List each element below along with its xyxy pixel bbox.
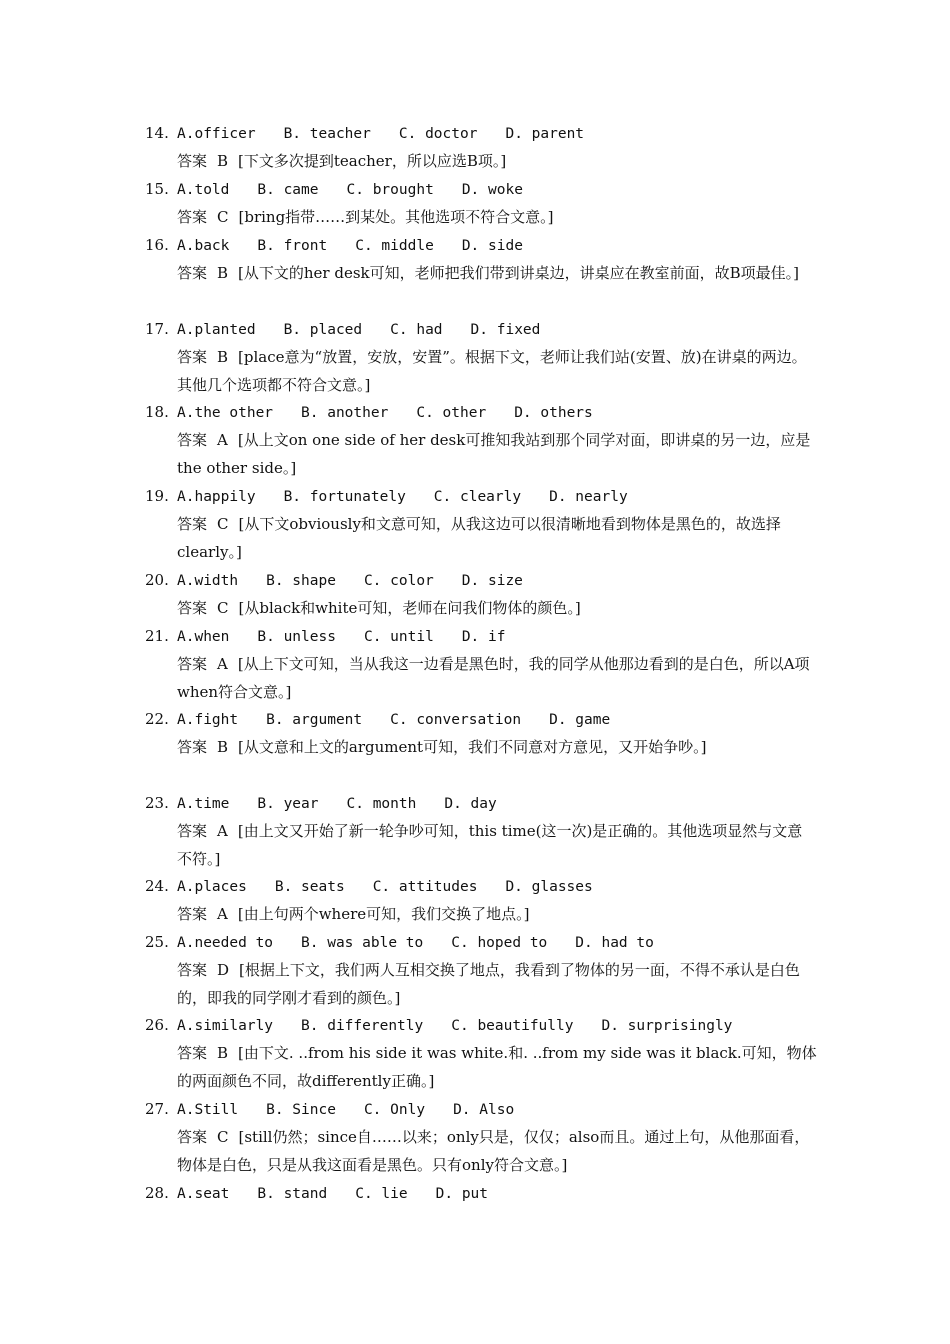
question-number: 27. [145,1100,169,1118]
question-15-options [145,175,523,203]
answer-letter: D [217,961,230,979]
answer-letter: B [217,1044,229,1062]
option-b: B. seats [274,879,345,895]
answer-explanation: [由上文又开始了新一轮争吵可知，this time(这一次)是正确的。其他选项显然与文意不符。] [177,822,803,868]
answer-letter: B [217,152,229,170]
option-a: A.told [177,182,230,198]
answer-explanation: [从下文的her desk可知，老师把我们带到讲桌边，讲桌应在教室前面，故B项最佳。] [238,264,800,282]
answer-label: 答案 [177,822,208,840]
question-number: 16. [145,236,169,254]
option-d: D. had to [575,935,654,951]
option-d: D. fixed [470,322,541,338]
option-c: C. middle [355,238,434,254]
question-22-options [145,705,610,733]
option-a: A.happily [177,489,256,505]
answer-explanation: [根据上下文，我们两人互相交换了地点，我看到了物体的另一面，不得不承认是白色的，即我的同学刚才看到的颜色。] [177,961,800,1007]
answer-letter: B [217,348,229,366]
answer-label: 答案 [177,599,208,617]
option-b: B. Since [266,1102,336,1118]
answer-letter: C [217,1128,229,1146]
option-b: B. argument [266,712,363,728]
question-number: 25. [145,933,169,951]
option-d: D. size [461,573,523,589]
option-c: C. brought [346,182,434,198]
option-d: D. woke [461,182,523,198]
question-15-answer [177,203,817,231]
option-c: C. until [363,629,434,645]
question-number: 19. [145,487,169,505]
answer-label: 答案 [177,1044,208,1062]
question-number: 14. [145,124,169,142]
option-a: A.time [177,796,230,812]
option-c: C. beautifully [451,1018,574,1034]
option-a: A.Still [177,1102,239,1118]
answer-explanation: [下文多次提到teacher，所以应选B项。] [238,152,507,170]
question-21-answer [177,650,817,706]
answer-letter: B [217,264,229,282]
answer-explanation: [place意为“放置，安放，安置”。根据下文，老师让我们站(安置、放)在讲桌的两边。其他几个选项都不符合文意。] [177,348,807,394]
question-19-options [145,482,628,510]
question-14-options [145,119,584,147]
question-number: 20. [145,571,169,589]
option-a: A.seat [177,1186,230,1202]
answer-explanation: [从上下文可知，当从我这一边看是黑色时，我的同学从他那边看到的是白色，所以A项 when符合文意。] [177,655,810,701]
answer-label: 答案 [177,905,208,923]
answer-explanation: [从上文on one side of her desk可推知我站到那个同学对面，即讲桌的另一边，应是the other side。] [177,431,811,477]
option-c: C. attitudes [372,879,478,895]
option-a: A.fight [177,712,239,728]
question-19-answer [177,510,817,566]
question-25-options [145,928,654,956]
option-d: D. Also [453,1102,515,1118]
question-26-options [145,1011,732,1039]
answer-letter: A [217,655,228,673]
option-a: A.the other [177,405,274,421]
option-b: B. stand [257,1186,328,1202]
answer-explanation: [由上句两个where可知，我们交换了地点。] [237,905,530,923]
question-28-options [145,1179,488,1207]
question-number: 28. [145,1184,169,1202]
question-23-options [145,789,497,817]
option-d: D. side [461,238,523,254]
question-number: 23. [145,794,169,812]
option-d: D. day [444,796,497,812]
answer-letter: C [217,599,229,617]
answer-letter: B [217,738,229,756]
option-c: C. conversation [390,712,522,728]
question-16-options [145,231,523,259]
answer-letter: C [217,515,229,533]
question-number: 26. [145,1016,169,1034]
option-d: D. glasses [505,879,593,895]
option-b: B. year [257,796,319,812]
option-a: A.back [177,238,230,254]
option-a: A.places [177,879,247,895]
option-c: C. hoped to [451,935,548,951]
option-b: B. placed [283,322,363,338]
question-22-answer [177,733,742,761]
option-d: D. parent [505,126,585,142]
option-b: B. teacher [283,126,371,142]
answer-label: 答案 [177,515,208,533]
option-b: B. differently [301,1018,424,1034]
answer-letter: A [217,431,228,449]
question-17-answer [177,343,817,399]
option-c: C. color [363,573,434,589]
answer-explanation: [still仍然；since自……以来；only只是，仅仅；also而且。通过上句，从他那面看，物体是白色，只是从我这面看是黑色。只有only符合文意。] [177,1128,810,1174]
answer-label: 答案 [177,431,208,449]
question-16-answer [177,259,817,287]
answer-label: 答案 [177,961,208,979]
option-a: A.officer [177,126,256,142]
option-c: C. other [416,405,487,421]
question-17-options [145,315,540,343]
question-20-answer [177,594,817,622]
option-d: D. others [514,405,593,421]
option-b: B. unless [257,629,336,645]
question-23-answer [177,817,817,873]
option-c: C. had [390,322,443,338]
answer-label: 答案 [177,152,208,170]
answer-label: 答案 [177,1128,208,1146]
question-14-answer [177,147,817,175]
answer-label: 答案 [177,655,208,673]
option-c: C. lie [355,1186,408,1202]
option-b: B. front [257,238,328,254]
option-a: A.needed to [177,935,274,951]
answer-label: 答案 [177,208,208,226]
option-a: A.when [177,629,230,645]
question-18-answer [177,426,817,482]
answer-label: 答案 [177,738,208,756]
question-24-answer [177,900,817,928]
answer-explanation: [从black和white可知，老师在问我们物体的颜色。] [238,599,581,617]
answer-explanation: [从文意和上文的argument可知，我们不同意对方意见，又开始争吵。] [238,738,707,756]
question-number: 17. [145,320,169,338]
answer-explanation: [bring指带……到某处。其他选项不符合文意。] [238,208,554,226]
question-21-options [145,622,505,650]
answer-explanation: [由下文. ..from his side it was white.和. ..from my side was it black.可知，物体的两面颜色不同，故differently正确。] [177,1044,817,1090]
option-c: C. Only [363,1102,426,1118]
option-b: B. was able to [301,935,424,951]
option-b: B. shape [266,573,336,589]
option-b: B. came [257,182,319,198]
answer-letter: C [217,208,229,226]
answer-explanation: [从下文obviously和文意可知，从我这边可以很清晰地看到物体是黑色的，故选择clearly。] [177,515,781,561]
option-a: A.similarly [177,1018,274,1034]
option-c: C. doctor [398,126,478,142]
question-number: 15. [145,180,169,198]
option-c: C. clearly [433,489,522,505]
question-20-options [145,566,523,594]
question-27-options [145,1095,514,1123]
answer-letter: A [217,822,228,840]
option-d: D. nearly [549,489,628,505]
option-d: D. surprisingly [601,1018,733,1034]
question-25-answer [177,956,817,1012]
question-number: 18. [145,403,169,421]
option-b: B. another [301,405,389,421]
answer-label: 答案 [177,264,208,282]
question-number: 24. [145,877,169,895]
option-c: C. month [346,796,417,812]
question-24-options [145,872,593,900]
option-a: A.width [177,573,239,589]
option-a: A.planted [177,322,256,338]
option-d: D. game [549,712,611,728]
answer-label: 答案 [177,348,208,366]
question-number: 22. [145,710,169,728]
answer-letter: A [217,905,228,923]
question-26-answer [177,1039,817,1095]
question-number: 21. [145,627,169,645]
option-d: D. put [435,1186,489,1202]
question-18-options [145,398,593,426]
option-d: D. if [461,629,506,645]
option-b: B. fortunately [283,489,406,505]
question-27-answer [177,1123,817,1179]
